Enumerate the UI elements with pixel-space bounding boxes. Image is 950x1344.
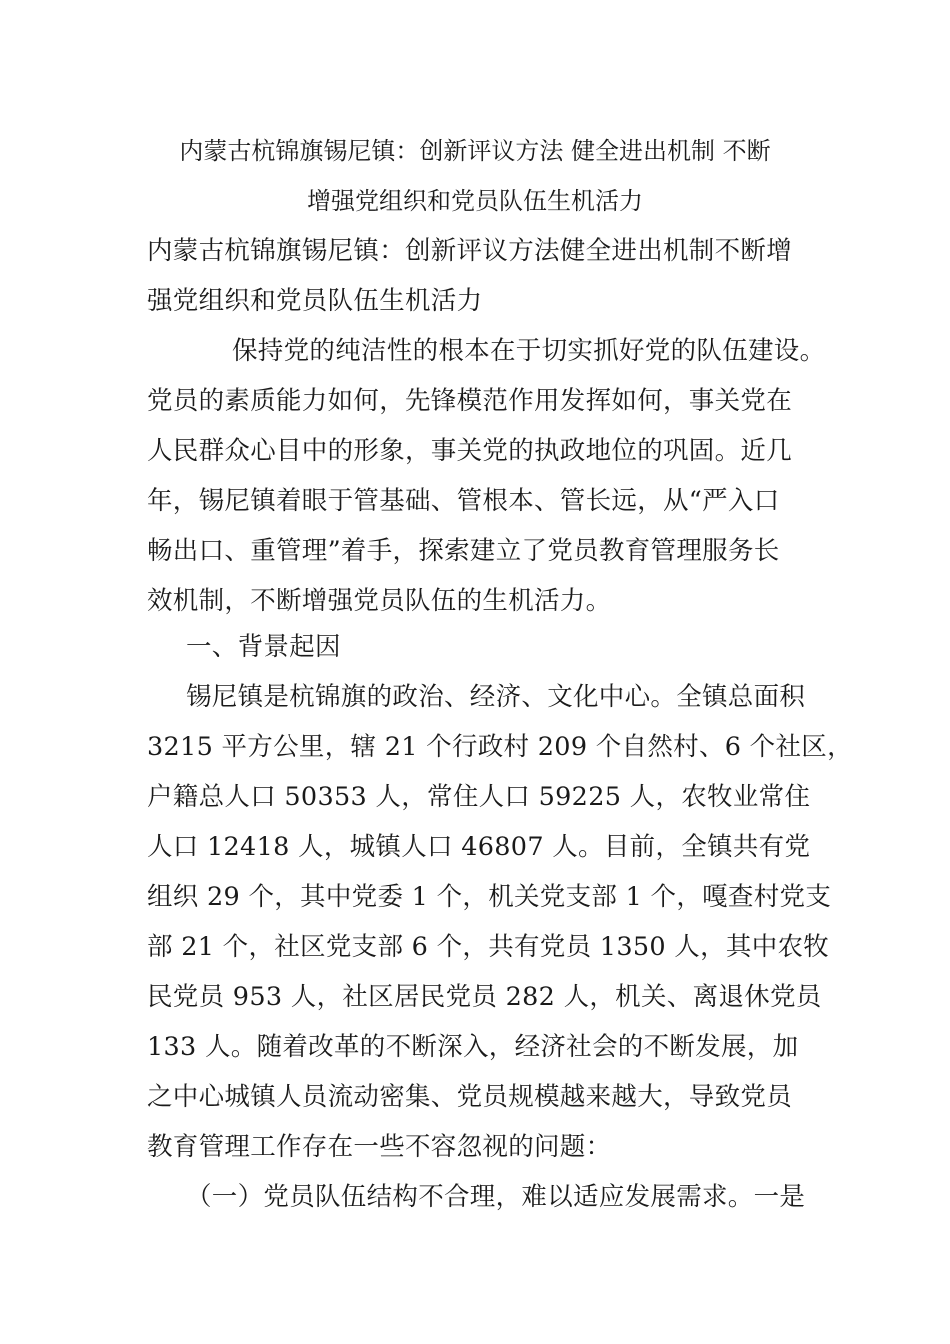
document-title-line-2: 增强党组织和党员队伍生机活力 [307, 187, 643, 215]
body-line: 强党组织和党员队伍生机活力 [147, 286, 483, 316]
body-line: 保持党的纯洁性的根本在于切实抓好党的队伍建设。 [232, 336, 826, 366]
body-line: 133 人。随着改革的不断深入，经济社会的不断发展，加 [147, 1032, 799, 1062]
body-line: 人民群众心目中的形象，事关党的执政地位的巩固。近几 [147, 436, 793, 466]
body-line: 效机制，不断增强党员队伍的生机活力。 [147, 586, 612, 616]
subsection-heading: （一）党员队伍结构不合理，难以适应发展需求。一是 [186, 1182, 806, 1212]
body-line: 3215 平方公里，辖 21 个行政村 209 个自然村、6 个社区， [147, 732, 853, 762]
body-line: 人口 12418 人，城镇人口 46807 人。目前，全镇共有党 [147, 832, 811, 862]
body-line: 户籍总人口 50353 人，常住人口 59225 人，农牧业常住 [147, 782, 811, 812]
body-line: 之中心城镇人员流动密集、党员规模越来越大，导致党员 [147, 1082, 793, 1112]
body-line: 教育管理工作存在一些不容忽视的问题： [147, 1132, 612, 1162]
body-line: 部 21 个，社区党支部 6 个，共有党员 1350 人，其中农牧 [147, 932, 830, 962]
body-line: 锡尼镇是杭锦旗的政治、经济、文化中心。全镇总面积 [186, 682, 806, 712]
body-line: 组织 29 个，其中党委 1 个，机关党支部 1 个，嘎查村党支 [147, 882, 832, 912]
body-line: 党员的素质能力如何，先锋模范作用发挥如何，事关党在 [147, 386, 793, 416]
section-heading: 一、背景起因 [186, 632, 341, 662]
body-line: 内蒙古杭锦旗锡尼镇：创新评议方法健全进出机制不断增 [147, 236, 793, 266]
body-line: 畅出口、重管理”着手，探索建立了党员教育管理服务长 [147, 536, 780, 566]
body-line: 年，锡尼镇着眼于管基础、管根本、管长远，从“严入口 [147, 486, 780, 516]
body-line: 民党员 953 人，社区居民党员 282 人，机关、离退休党员 [147, 982, 822, 1012]
document-title-line-1: 内蒙古杭锦旗锡尼镇：创新评议方法 健全进出机制 不断 [179, 137, 771, 165]
